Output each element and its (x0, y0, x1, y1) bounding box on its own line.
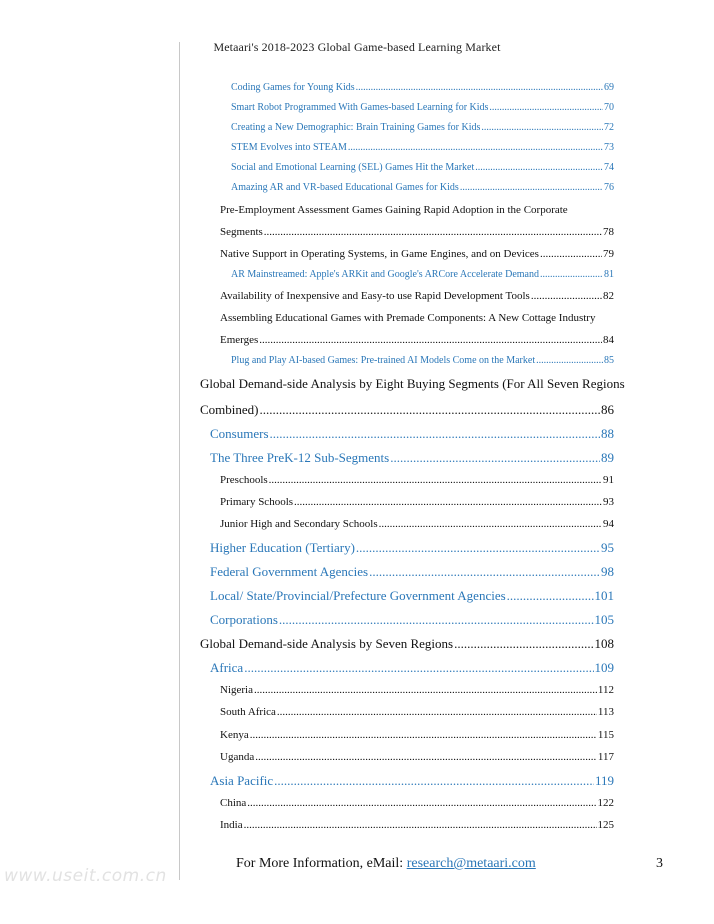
toc-page-number: 86 (601, 402, 614, 417)
toc-entry[interactable] (210, 660, 614, 676)
toc-entry-title: Global Demand-side Analysis by Seven Regions (200, 636, 454, 651)
toc-entry[interactable] (231, 355, 614, 366)
toc-leader-dots (379, 518, 602, 530)
toc-page-number: 122 (597, 797, 614, 809)
toc-entry-title: Smart Robot Programmed With Games-based Learning for Kids (231, 102, 489, 113)
toc-page-number: 112 (597, 684, 614, 696)
toc-entry-title: Uganda (220, 751, 255, 763)
toc-page-number: 85 (604, 355, 614, 366)
toc-entry-title: Segments (220, 226, 263, 238)
toc-page-number: 73 (604, 142, 614, 153)
toc-entry[interactable] (220, 496, 614, 508)
toc-page-number: 74 (604, 162, 614, 173)
toc-entry-title: Higher Education (Tertiary) (210, 540, 355, 555)
toc-entry-title: Junior High and Secondary Schools (220, 518, 378, 530)
toc-leader-dots (259, 334, 602, 346)
toc-entry[interactable] (220, 226, 614, 238)
toc-entry[interactable] (231, 82, 614, 93)
toc-entry-title: Nigeria (220, 684, 253, 696)
toc-entry[interactable] (220, 248, 614, 260)
toc-leader-dots (270, 426, 601, 442)
toc-leader-dots (255, 751, 597, 763)
footer-prefix: For More Information, eMail: (236, 856, 407, 871)
toc-leader-dots (356, 82, 603, 93)
toc-entry[interactable] (220, 518, 614, 530)
page-number: 3 (656, 856, 663, 871)
toc-entry-title: Corporations (210, 612, 278, 627)
toc-page-number: 72 (604, 122, 614, 133)
toc-entry[interactable] (200, 636, 614, 652)
margin-rule (179, 42, 180, 880)
toc-page-number: 101 (594, 588, 614, 603)
toc-leader-dots (356, 540, 600, 556)
toc-entry[interactable] (220, 684, 614, 696)
toc-page-number: 115 (597, 729, 614, 741)
toc-page-number: 69 (604, 82, 614, 93)
toc-entry[interactable] (220, 706, 614, 718)
toc-entry-title: China (220, 797, 247, 809)
toc-entry[interactable] (210, 540, 614, 556)
toc-entry-title: India (220, 819, 243, 831)
toc-entry-title: Combined) (200, 402, 259, 417)
toc-entry[interactable] (231, 182, 614, 193)
toc-leader-dots (460, 182, 603, 193)
toc-entry-title: Asia Pacific (210, 773, 274, 788)
toc-leader-dots (536, 355, 603, 366)
toc-page-number: 105 (594, 612, 614, 627)
toc-entry[interactable] (210, 426, 614, 442)
toc-page-number: 113 (597, 706, 614, 718)
toc-entry-title: Availability of Inexpensive and Easy-to use Rapid Development Tools (220, 290, 530, 302)
toc-leader-dots (454, 636, 593, 652)
toc-page-number: 88 (601, 426, 614, 441)
toc-leader-dots (475, 162, 603, 173)
toc-page-number: 125 (597, 819, 614, 831)
toc-entry[interactable] (210, 450, 614, 466)
toc-entry-title: South Africa (220, 706, 276, 718)
toc-entry[interactable] (220, 290, 614, 302)
toc-page-number: 76 (604, 182, 614, 193)
toc-entry-title: AR Mainstreamed: Apple's ARKit and Google's ARCore Accelerate Demand (231, 269, 539, 280)
toc-entry-title: Emerges (220, 334, 259, 346)
toc-entry[interactable] (231, 102, 614, 113)
toc-leader-dots (540, 269, 603, 280)
toc-entry-title: Africa (210, 660, 244, 675)
toc-entry[interactable] (220, 797, 614, 809)
toc-entry-title: The Three PreK-12 Sub-Segments (210, 450, 390, 465)
toc-leader-dots (531, 290, 602, 302)
toc-leader-dots (507, 588, 594, 604)
toc-entry[interactable] (210, 612, 614, 628)
toc-leader-dots (274, 773, 594, 789)
toc-page-number: 93 (603, 496, 614, 508)
toc-leader-dots (269, 474, 602, 486)
toc-entry-title: Local/ State/Provincial/Prefecture Government Agencies (210, 588, 506, 603)
toc-entry-title: Preschools (220, 474, 268, 486)
toc-entry-title: Amazing AR and VR-based Educational Games for Kids (231, 182, 459, 193)
toc-leader-dots (260, 402, 601, 418)
toc-entry-title: Native Support in Operating Systems, in Game Engines, and on Devices (220, 248, 539, 260)
toc-entry-title: Creating a New Demographic: Brain Training Games for Kids (231, 122, 481, 133)
toc-entry-title: Coding Games for Young Kids (231, 82, 355, 93)
toc-entry-line1[interactable]: Pre-Employment Assessment Games Gaining Rapid Adoption in the Corporate (220, 204, 568, 216)
footer (236, 856, 536, 872)
toc-page-number: 79 (603, 248, 614, 260)
toc-entry[interactable] (210, 588, 614, 604)
toc-leader-dots (264, 226, 602, 238)
toc-leader-dots (244, 819, 597, 831)
toc-entry[interactable] (220, 751, 614, 763)
toc-page-number: 89 (601, 450, 614, 465)
toc-entry-title: Plug and Play AI-based Games: Pre-trained AI Models Come on the Market (231, 355, 536, 366)
toc-entry[interactable] (210, 773, 614, 789)
toc-page-number: 98 (601, 564, 614, 579)
toc-entry[interactable] (220, 474, 614, 486)
watermark: www.useit.com.cn (4, 866, 167, 886)
toc-entry[interactable] (200, 402, 614, 418)
toc-leader-dots (540, 248, 602, 260)
toc-entry[interactable] (220, 819, 614, 831)
toc-entry-title: STEM Evolves into STEAM (231, 142, 347, 153)
toc-leader-dots (277, 706, 597, 718)
toc-entry-title: Social and Emotional Learning (SEL) Games Hit the Market (231, 162, 475, 173)
toc-leader-dots (254, 684, 597, 696)
toc-page-number: 117 (597, 751, 614, 763)
toc-page-number: 91 (603, 474, 614, 486)
toc-entry[interactable] (220, 729, 614, 741)
toc-leader-dots (369, 564, 600, 580)
toc-entry-title: Kenya (220, 729, 249, 741)
toc-page-number: 84 (603, 334, 614, 346)
toc-entry[interactable] (231, 269, 614, 280)
toc-leader-dots (489, 102, 603, 113)
toc-leader-dots (348, 142, 603, 153)
toc-page-number: 70 (604, 102, 614, 113)
toc-entry[interactable] (231, 122, 614, 133)
toc-entry-title: Consumers (210, 426, 269, 441)
toc-leader-dots (247, 797, 596, 809)
toc-leader-dots (244, 660, 593, 676)
toc-page-number: 81 (604, 269, 614, 280)
toc-entry[interactable] (231, 162, 614, 173)
page-header: Metaari's 2018-2023 Global Game-based Learning Market (213, 40, 501, 54)
toc-page-number: 108 (594, 636, 614, 651)
toc-entry[interactable] (231, 142, 614, 153)
toc-leader-dots (250, 729, 597, 741)
email-link[interactable]: research@metaari.com (406, 856, 536, 871)
toc-leader-dots (279, 612, 594, 628)
toc-entry-line1[interactable]: Global Demand-side Analysis by Eight Buying Segments (For All Seven Regions (200, 376, 625, 391)
toc-page-number: 94 (603, 518, 614, 530)
toc-leader-dots (294, 496, 602, 508)
toc-page-number: 109 (594, 660, 614, 675)
toc-entry-line1[interactable]: Assembling Educational Games with Premade Components: A New Cottage Industry (220, 312, 596, 324)
toc-entry-title: Federal Government Agencies (210, 564, 369, 579)
toc-page-number: 95 (601, 540, 614, 555)
toc-page-number: 78 (603, 226, 614, 238)
toc-entry-title: Primary Schools (220, 496, 294, 508)
toc-entry[interactable] (220, 334, 614, 346)
toc-leader-dots (481, 122, 603, 133)
toc-entry[interactable] (210, 564, 614, 580)
toc-page-number: 119 (594, 773, 614, 788)
toc-page-number: 82 (603, 290, 614, 302)
toc-leader-dots (390, 450, 600, 466)
